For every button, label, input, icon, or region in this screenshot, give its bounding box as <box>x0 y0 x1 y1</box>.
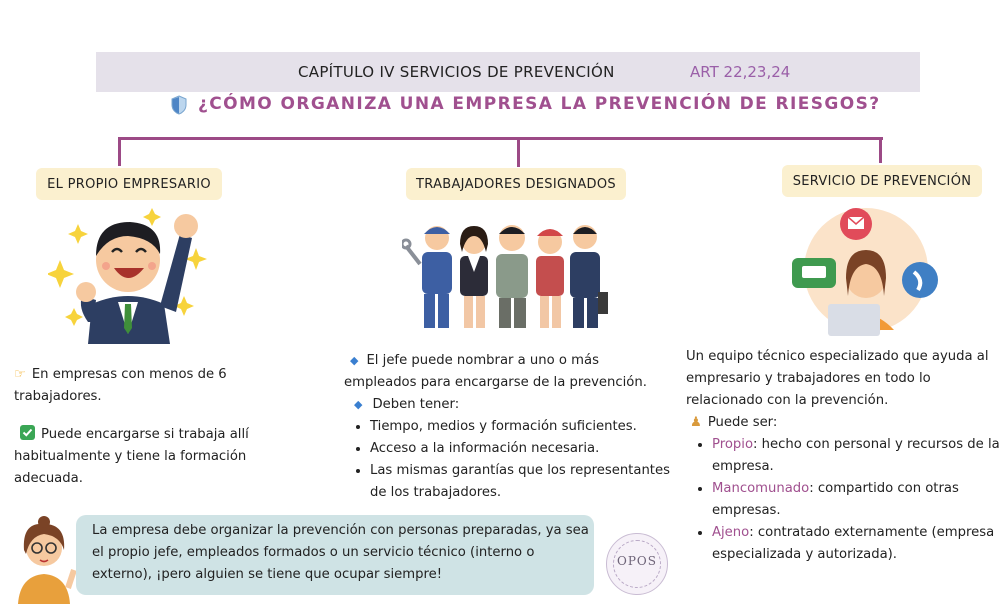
col3-text <box>686 346 1004 566</box>
list-item: • Las mismas garantías que los representantes de los trabajadores. <box>370 460 674 504</box>
list-item: • Mancomunado: compartido con otras empresas. <box>712 478 1004 522</box>
col1-line2: Puede encargarse si trabaja allí habitualmente y tiene la formación adecuada. <box>14 427 249 486</box>
woman-illustration <box>8 514 82 604</box>
connector-middle <box>517 137 520 167</box>
person-icon: ♟ <box>690 415 702 430</box>
support-agent-illustration <box>790 200 940 340</box>
connector-right <box>879 137 882 163</box>
connector-left <box>118 137 121 166</box>
list-item: • Ajeno: contratado externamente (empresa especializada y autorizada). <box>712 522 1004 566</box>
list-item: • Propio: hecho con personal y recursos de la empresa. <box>712 434 1004 478</box>
pointing-hand-icon: ☞ <box>14 367 26 382</box>
articles-label: ART 22,23,24 <box>690 63 791 81</box>
col2-text <box>344 350 674 504</box>
col2-title: TRABAJADORES DESIGNADOS <box>406 168 626 200</box>
col1-line1: ☞ En empresas con menos de 6 trabajadores. <box>14 367 227 404</box>
col2-intro: ◆ El jefe puede nombrar a uno o más empleados para encargarse de la prevención. <box>344 353 647 390</box>
opos-stamp-logo: OPOS <box>606 533 668 595</box>
col1-title: EL PROPIO EMPRESARIO <box>36 168 222 200</box>
workers-illustration <box>402 212 612 332</box>
shield-icon <box>170 95 188 115</box>
col3-list <box>686 434 1004 566</box>
chapter-title: CAPÍTULO IV SERVICIOS DE PREVENCIÓN <box>298 63 615 81</box>
blue-diamond-icon: ◆ <box>354 398 363 411</box>
col2-must-have: ◆ Deben tener: <box>354 397 460 412</box>
callout-text: La empresa debe organizar la prevención con personas preparadas, ya sea el propio jefe, empleados formados o un servicio técnico (interno o externo), ¡pero alguien se tiene que ocupar siempre! <box>92 523 589 582</box>
check-box-icon <box>20 425 35 440</box>
col3-title: SERVICIO DE PREVENCIÓN <box>782 165 982 197</box>
connector-horizontal <box>118 137 883 140</box>
blue-diamond-icon: ◆ <box>350 354 359 367</box>
col3-intro: Un equipo técnico especializado que ayuda al empresario y trabajadores en todo lo relacionado con la prevención. <box>686 349 989 408</box>
main-question: ¿CÓMO ORGANIZA UNA EMPRESA LA PREVENCIÓN DE RIESGOS? <box>198 94 881 114</box>
list-item: • Acceso a la información necesaria. <box>370 438 674 460</box>
list-item: • Tiempo, medios y formación suficientes. <box>370 416 674 438</box>
col3-can-be: ♟ Puede ser: <box>690 415 778 430</box>
col2-list <box>344 416 674 504</box>
businessman-illustration <box>48 204 208 344</box>
col1-text <box>14 364 264 490</box>
